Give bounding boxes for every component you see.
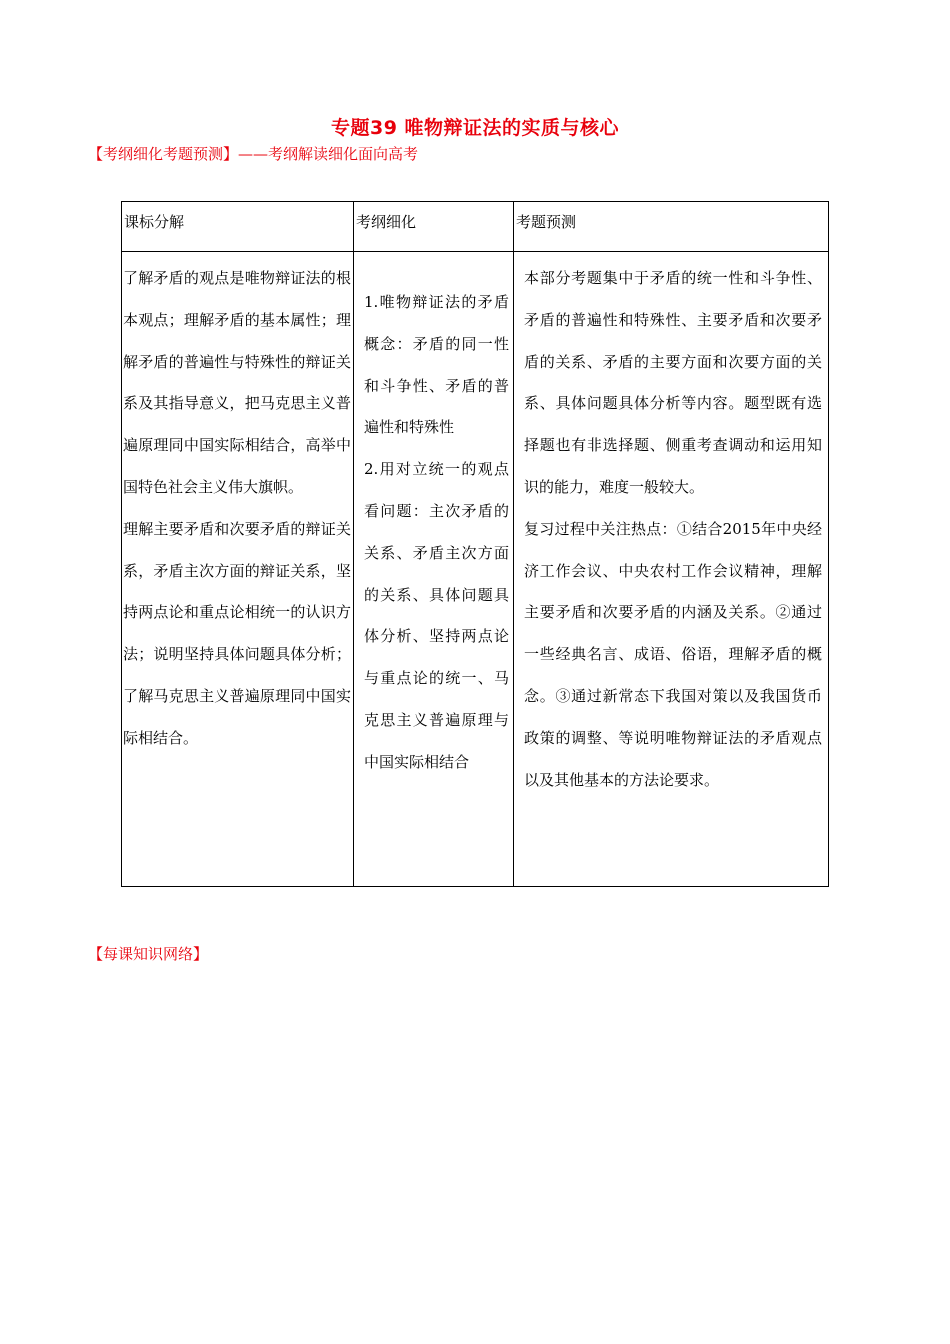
header-outline: 考纲细化 <box>356 213 417 231</box>
prediction-paragraph: 复习过程中关注热点：①结合2015年中央经济工作会议、中央农村工作会议精神，理解主要矛盾和次要矛盾的内涵及关系。②通过一些经典名言、成语、俗语，理解矛盾的概念。③通过新常态下我国对策以及我国货币政策的调整、等说明唯物辩证法的矛盾观点以及其他基本的方法论要求。 <box>524 519 822 789</box>
prediction-paragraph: 本部分考题集中于矛盾的统一性和斗争性、矛盾的普遍性和特殊性、主要矛盾和次要矛盾的关系、矛盾的主要方面和次要方面的关系、具体问题具体分析等内容。题型既有选择题也有非选择题、侧重考查调动和运用知识的能力，难度一般较大。 <box>524 269 822 496</box>
standards-paragraph: 理解主要矛盾和次要矛盾的辩证关系，矛盾主次方面的辩证关系，坚持两点论和重点论相统一的认识方法；说明坚持具体问题具体分析；了解马克思主义普遍原理同中国实际相结合。 <box>123 519 351 747</box>
table-cell-outline <box>354 252 514 887</box>
page-title: 专题39 唯物辩证法的实质与核心 <box>330 117 620 139</box>
table-cell-prediction <box>514 252 829 887</box>
table-row <box>122 252 829 887</box>
table-header-cell <box>122 202 354 252</box>
section-heading-outline: 【考纲细化考题预测】——考纲解读细化面向高考 <box>88 145 419 163</box>
header-standards: 课标分解 <box>124 213 185 231</box>
table-header-row <box>122 202 829 252</box>
syllabus-table <box>121 201 829 887</box>
table-cell-standards <box>122 252 354 887</box>
outline-paragraph: 1.唯物辩证法的矛盾概念：矛盾的同一性和斗争性、矛盾的普遍性和特殊性 <box>364 293 509 437</box>
header-prediction: 考题预测 <box>516 213 577 231</box>
table-header-cell <box>514 202 829 252</box>
table-header-cell <box>354 202 514 252</box>
section-heading-network: 【每课知识网络】 <box>88 945 209 963</box>
standards-paragraph: 了解矛盾的观点是唯物辩证法的根本观点；理解矛盾的基本属性；理解矛盾的普遍性与特殊性的辩证关系及其指导意义，把马克思主义普遍原理同中国实际相结合，高举中国特色社会主义伟大旗帜。 <box>123 269 351 496</box>
outline-paragraph: 2.用对立统一的观点看问题：主次矛盾的关系、矛盾主次方面的关系、具体问题具体分析、坚持两点论与重点论的统一、马克思主义普遍原理与中国实际相结合 <box>364 460 509 771</box>
